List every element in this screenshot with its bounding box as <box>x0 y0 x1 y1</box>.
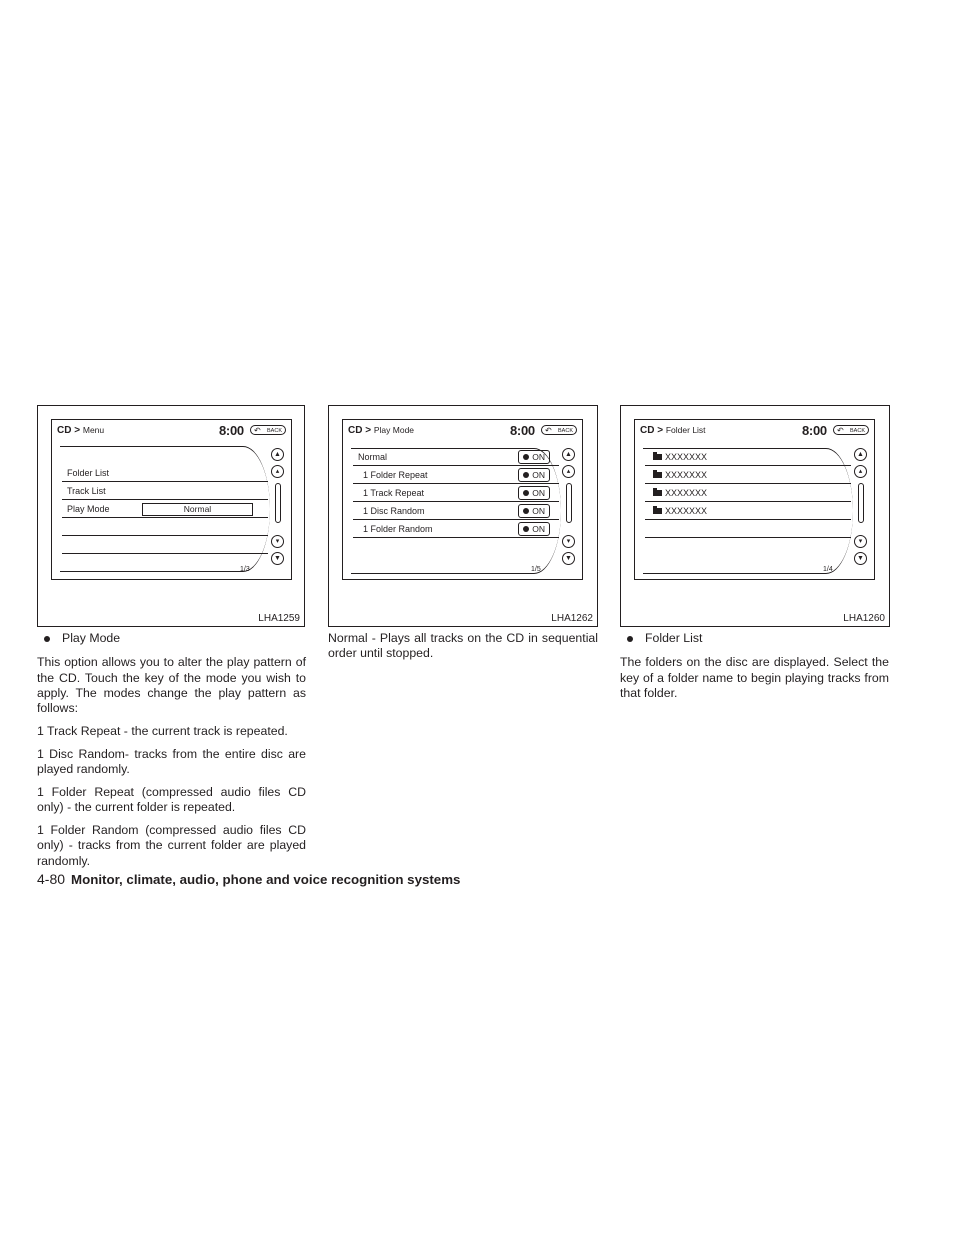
column-folder-list <box>620 631 889 709</box>
folder-icon <box>653 508 662 514</box>
play-mode-track-repeat[interactable] <box>353 484 559 502</box>
header-title: Play Mode <box>373 425 415 435</box>
back-label: BACK <box>267 428 282 434</box>
back-button[interactable] <box>250 425 286 435</box>
header-separator: > <box>365 425 372 436</box>
figure-cd-folder-list <box>620 405 890 627</box>
on-indicator[interactable] <box>518 468 550 482</box>
back-arrow-icon: ↶ <box>254 426 261 435</box>
scroll-down-icon[interactable]: ▾ <box>562 535 575 548</box>
play-mode-label: 1 Folder Random <box>363 524 433 534</box>
scroll-bottom-icon[interactable]: ▼ <box>854 552 867 565</box>
screen-cd-menu <box>51 419 292 580</box>
page-indicator: 1/5 <box>531 566 541 573</box>
scroll-track[interactable] <box>566 483 572 523</box>
screen-header <box>348 425 414 436</box>
scroll-up-icon[interactable]: ▴ <box>854 465 867 478</box>
folder-name: XXXXXXX <box>665 452 708 462</box>
folder-icon <box>653 490 662 496</box>
on-indicator[interactable] <box>518 504 550 518</box>
folder-name: XXXXXXX <box>665 488 708 498</box>
figure-cd-menu <box>37 405 305 627</box>
scroll-top-icon[interactable]: ▲ <box>562 448 575 461</box>
paragraph: 1 Folder Repeat (compressed audio files CD only) - the current folder is repeated. <box>37 784 306 815</box>
header-title: Menu <box>82 425 105 435</box>
menu-item-folder-list[interactable] <box>62 464 268 482</box>
header-source: CD <box>348 425 363 436</box>
figure-code: LHA1262 <box>551 613 593 624</box>
bullet-play-mode: Play Mode <box>37 631 306 646</box>
on-indicator[interactable] <box>518 450 550 464</box>
scroll-down-icon[interactable]: ▾ <box>854 535 867 548</box>
play-mode-folder-repeat[interactable] <box>353 466 559 484</box>
screen-cd-folder-list <box>634 419 875 580</box>
on-label: ON <box>532 452 545 462</box>
play-mode-folder-random[interactable] <box>353 520 559 538</box>
menu-item-play-mode[interactable] <box>62 500 268 518</box>
folder-item[interactable] <box>645 448 851 466</box>
play-mode-list <box>353 448 559 574</box>
folder-name: XXXXXXX <box>665 506 708 516</box>
figure-code: LHA1259 <box>258 613 300 624</box>
menu-item-empty <box>62 536 268 554</box>
menu-item-track-list[interactable] <box>62 482 268 500</box>
on-indicator[interactable] <box>518 522 550 536</box>
scroll-track[interactable] <box>858 483 864 523</box>
bullet-folder-list: Folder List <box>620 631 889 646</box>
header-title: Folder List <box>665 425 706 435</box>
screen-header <box>57 425 104 436</box>
header-source: CD <box>640 425 655 436</box>
play-mode-value: Normal <box>142 503 253 516</box>
on-dot-icon <box>523 490 529 496</box>
folder-icon <box>653 454 662 460</box>
folder-item[interactable] <box>645 502 851 520</box>
page-footer <box>37 871 460 887</box>
back-button[interactable] <box>833 425 869 435</box>
on-dot-icon <box>523 526 529 532</box>
on-label: ON <box>532 488 545 498</box>
column-play-mode <box>37 631 306 876</box>
back-arrow-icon: ↶ <box>837 426 844 435</box>
scroll-bottom-icon[interactable]: ▼ <box>271 552 284 565</box>
menu-item-label: Track List <box>67 486 106 496</box>
scroll-track[interactable] <box>275 483 281 523</box>
screen-cd-play-mode <box>342 419 583 580</box>
on-dot-icon <box>523 508 529 514</box>
folder-item-empty <box>645 520 851 538</box>
folder-item[interactable] <box>645 484 851 502</box>
folder-list <box>645 448 851 574</box>
back-arrow-icon: ↶ <box>545 426 552 435</box>
paragraph: 1 Disc Random- tracks from the entire disc are played randomly. <box>37 746 306 777</box>
play-mode-label: 1 Track Repeat <box>363 488 425 498</box>
clock: 8:00 <box>802 423 827 438</box>
page-indicator: 1/3 <box>240 566 250 573</box>
back-label: BACK <box>850 428 865 434</box>
on-label: ON <box>532 470 545 480</box>
back-label: BACK <box>558 428 573 434</box>
page-number: 4-80 <box>37 871 66 887</box>
play-mode-label: Normal <box>358 452 388 462</box>
menu-list <box>62 446 268 572</box>
scroll-bottom-icon[interactable]: ▼ <box>562 552 575 565</box>
menu-item-empty <box>62 518 268 536</box>
play-mode-label: 1 Disc Random <box>363 506 425 516</box>
scroll-top-icon[interactable]: ▲ <box>854 448 867 461</box>
menu-item-label: Folder List <box>67 468 110 478</box>
paragraph: 1 Folder Random (compressed audio files CD only) - tracks from the current folder are played randomly. <box>37 822 306 868</box>
play-mode-normal[interactable] <box>353 448 559 466</box>
header-source: CD <box>57 425 72 436</box>
folder-item[interactable] <box>645 466 851 484</box>
page-indicator: 1/4 <box>823 566 833 573</box>
paragraph: 1 Track Repeat - the current track is repeated. <box>37 723 288 738</box>
on-dot-icon <box>523 472 529 478</box>
paragraph: Normal - Plays all tracks on the CD in sequential order until stopped. <box>328 631 598 661</box>
scroll-top-icon[interactable]: ▲ <box>271 448 284 461</box>
header-separator: > <box>74 425 81 436</box>
folder-icon <box>653 472 662 478</box>
paragraph: This option allows you to alter the play pattern of the CD. Touch the key of the mode you wish to apply. The modes change the play pattern as follows: <box>37 655 306 716</box>
scroll-down-icon[interactable]: ▾ <box>271 535 284 548</box>
folder-name: XXXXXXX <box>665 470 708 480</box>
on-label: ON <box>532 524 545 534</box>
on-indicator[interactable] <box>518 486 550 500</box>
play-mode-disc-random[interactable] <box>353 502 559 520</box>
scroll-up-icon[interactable]: ▴ <box>562 465 575 478</box>
header-separator: > <box>657 425 664 436</box>
back-button[interactable] <box>541 425 577 435</box>
figure-code: LHA1260 <box>843 613 885 624</box>
scroll-up-icon[interactable]: ▴ <box>271 465 284 478</box>
paragraph: The folders on the disc are displayed. Select the key of a folder name to begin playing tracks from that folder. <box>620 655 889 700</box>
menu-item-label: Play Mode <box>67 504 110 514</box>
clock: 8:00 <box>510 423 535 438</box>
screen-header <box>640 425 706 436</box>
on-label: ON <box>532 506 545 516</box>
play-mode-label: 1 Folder Repeat <box>363 470 428 480</box>
figure-cd-play-mode <box>328 405 598 627</box>
section-title: Monitor, climate, audio, phone and voice recognition systems <box>71 872 461 887</box>
on-dot-icon <box>523 454 529 460</box>
clock: 8:00 <box>219 423 244 438</box>
column-normal <box>328 631 598 669</box>
